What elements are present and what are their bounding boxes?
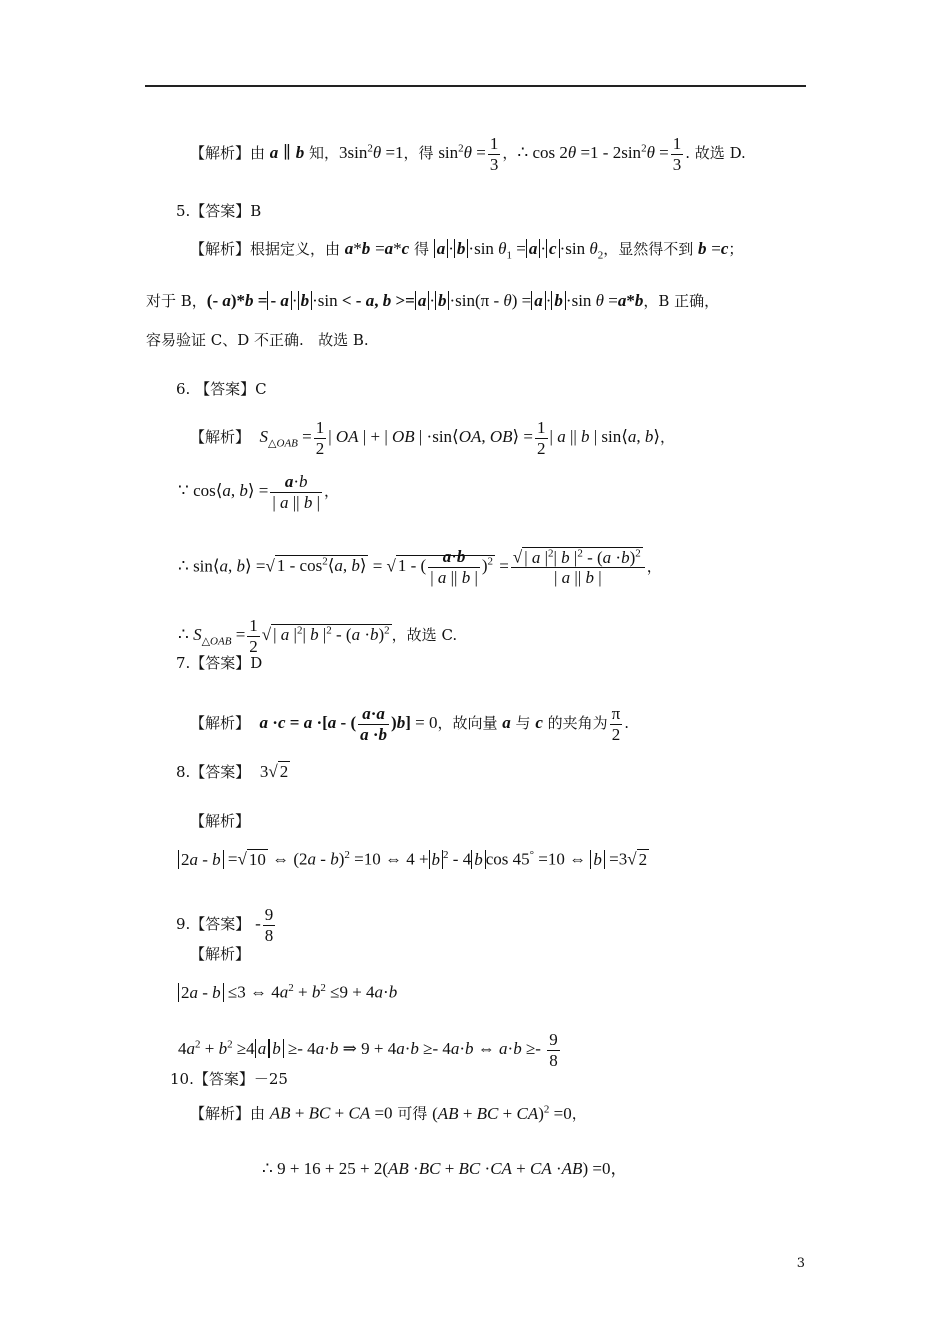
solution-6-line-4: ∴ $S_{\triangle OAB}$ = $\frac{1}{2}$ √ | a $|^2|$ b $|^2 - (a \cdot b)^2$ ，故选 C. bbox=[178, 616, 458, 656]
solution-5-line-3: 容易验证 C、D 不正确. 故选 B. bbox=[146, 331, 369, 349]
answer-7: 7.【答案】D bbox=[176, 654, 263, 672]
answer-10: 10.【答案】－25 bbox=[170, 1070, 288, 1088]
solution-8-eq: 2a - b =√ 10 ⇔ (2a - b)$^2$ =10 ⇔ 4 + b $^2$ - 4 b cos 45° =10 ⇔ b =3√ 2 bbox=[178, 850, 649, 868]
solution-6-line-3: ∴ sin⟨a, b⟩ =√ $1 - \cos^2⟨a$, b⟩ = √ 1 - ( $\frac{a\cdot b}{| a || b |}$ )$^2$ = $\frac{√ | a |^2| b |^2 - (a \cdot b)^2}{| a || b |}$ ， bbox=[178, 547, 662, 588]
answer-9: 9.【答案】 - $\frac{9}{8}$ bbox=[176, 905, 274, 945]
solution-7: 【解析】 a ·c = a ·[a - ( $\frac{a\cdot a}{a \cdot b}$ )b] = 0，故向量 a 与 c 的夹角为 $\frac{\pi}{2}$ . bbox=[190, 704, 630, 744]
page-number: 3 bbox=[796, 1256, 805, 1271]
header-rule bbox=[145, 85, 806, 87]
solution-9-eq-2: $4a^2 + b^2 \ge 4$ a b ≥- 4a·b ⇒ 9 + 4a·b ≥- 4a·b ⇔ a·b ≥- $\frac{9}{8}$ bbox=[178, 1030, 558, 1070]
solution-9-eq-1: 2a - b ≤3 ⇔ $4a^2 + b^2 \le 9 + 4a\cdot b$ bbox=[178, 983, 397, 1001]
answer-6: 6. 【答案】C bbox=[176, 380, 267, 398]
answer-8: 8.【答案】 3√ 2 bbox=[176, 762, 289, 781]
solution-5-line-1: 【解析】根据定义，由 a*b =a*c 得 a · b ·sin $\theta_1 = a \cdot c \cdot\sin$ $\theta_2$，显然得不到 b =c； bbox=[190, 239, 744, 262]
solution-10-line-1: 【解析】由 AB + BC + CA =0 可得 (AB + BC + CA)$^2$ =0， bbox=[190, 1103, 587, 1123]
solution-5-line-2: 对于 B，(- a)*b = - a · b ·sin < - a, b >= a · b ·sin(π - θ) = a · b ·sin θ =a*b，B 正确， bbox=[146, 291, 720, 310]
answer-5: 5.【答案】B bbox=[176, 202, 262, 220]
solution-6-line-1: 【解析】 $S_{\triangle OAB}$ = $\frac{1}{2}$ | OA | + | OB | ·sin⟨OA, OB⟩ = $\frac{1}{2}$ | a || b | sin⟨a, b⟩， bbox=[190, 418, 676, 458]
solution-6-line-2: ∵ cos⟨a, b⟩ = $\frac{a\cdot b}{| a || b |}$ ， bbox=[178, 472, 339, 512]
solution-10-line-2: ∴ 9 + 16 + 25 + 2(AB ·BC + BC ·CA + CA ·AB) =0， bbox=[262, 1159, 628, 1178]
solution-9-label: 【解析】 bbox=[190, 945, 251, 963]
solution-4-line: 【解析】由 a ∥ b 知，$3\sin^2\theta =1$，得 $\sin^2\theta$ = $\frac{1}{3}$ ，∴ $\cos 2\theta =1 - 2\sin^2\theta$ = $\frac{1}{3}$ . 故选 D. bbox=[190, 134, 746, 174]
solution-8-label: 【解析】 bbox=[190, 812, 251, 830]
